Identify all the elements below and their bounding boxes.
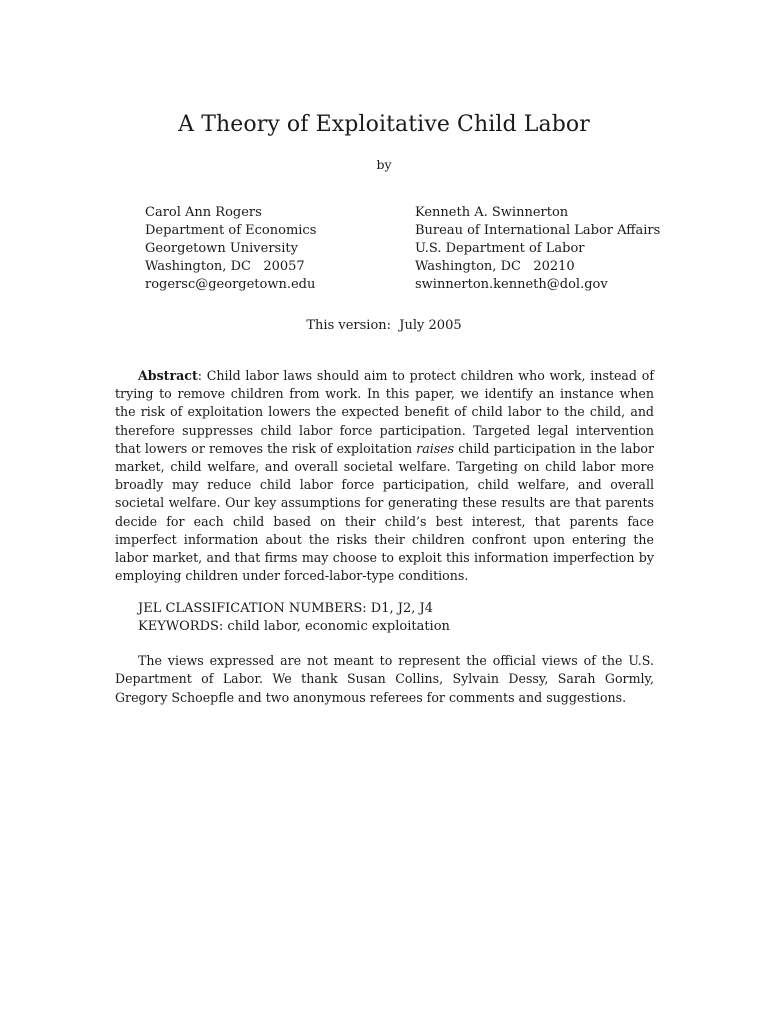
acknowledgment-paragraph: The views expressed are not meant to represent the official views of the U.S. Department of Labor. We thank Susan Collins, Sylvain Dessy, Sarah Gormly, Gregory Schoepfle and two anonymous referees for comments and suggestions. bbox=[115, 653, 654, 705]
author-city: Washington, DC 20057 bbox=[145, 259, 305, 274]
by-line: by bbox=[376, 157, 392, 172]
author-block-1 bbox=[145, 204, 316, 294]
classification-block bbox=[138, 600, 450, 636]
author-name: Carol Ann Rogers bbox=[145, 205, 262, 220]
abstract-label: Abstract bbox=[138, 368, 198, 383]
author-institution: Georgetown University bbox=[145, 241, 298, 256]
author-city: Washington, DC 20210 bbox=[415, 259, 575, 274]
jel-classification: JEL CLASSIFICATION NUMBERS: D1, J2, J4 bbox=[138, 601, 433, 616]
author-department: Department of Economics bbox=[145, 223, 317, 238]
abstract-text-part2: child participation in the labor market, child welfare, and overall societal welfare. Targeting on child labor more broadly may reduce child labor force participation, child welfare, and overall societal welfare. Our key assumptions for generating these results are that parents decide for each child based on their child’s best interest, that parents face imperfect information about the risks their children confront upon entering the labor market, and that firms may choose to exploit this information imperfection by employing children under forced-labor-type conditions. bbox=[115, 440, 654, 584]
author-email: rogersc@georgetown.edu bbox=[145, 277, 316, 292]
author-department: Bureau of International Labor Affairs bbox=[415, 223, 661, 238]
author-name: Kenneth A. Swinnerton bbox=[415, 205, 569, 220]
paper-title: A Theory of Exploitative Child Labor bbox=[178, 112, 590, 137]
version-date: This version: July 2005 bbox=[306, 318, 462, 333]
abstract-emphasis: raises bbox=[416, 440, 455, 456]
abstract-paragraph bbox=[115, 367, 654, 585]
author-email: swinnerton.kenneth@dol.gov bbox=[415, 277, 608, 292]
abstract-text-part1: : Child labor laws should aim to protect children who work, instead of trying to remove children from work. In this paper, we identify an instance when the risk of exploitation lowers the expected benefit of child labor to the child, and therefore suppresses child labor force participation. Targeted legal intervention that lowers or removes the risk of exploitation bbox=[115, 368, 654, 456]
keywords: KEYWORDS: child labor, economic exploitation bbox=[138, 619, 450, 634]
author-block-2 bbox=[415, 204, 660, 294]
author-institution: U.S. Department of Labor bbox=[415, 241, 585, 256]
